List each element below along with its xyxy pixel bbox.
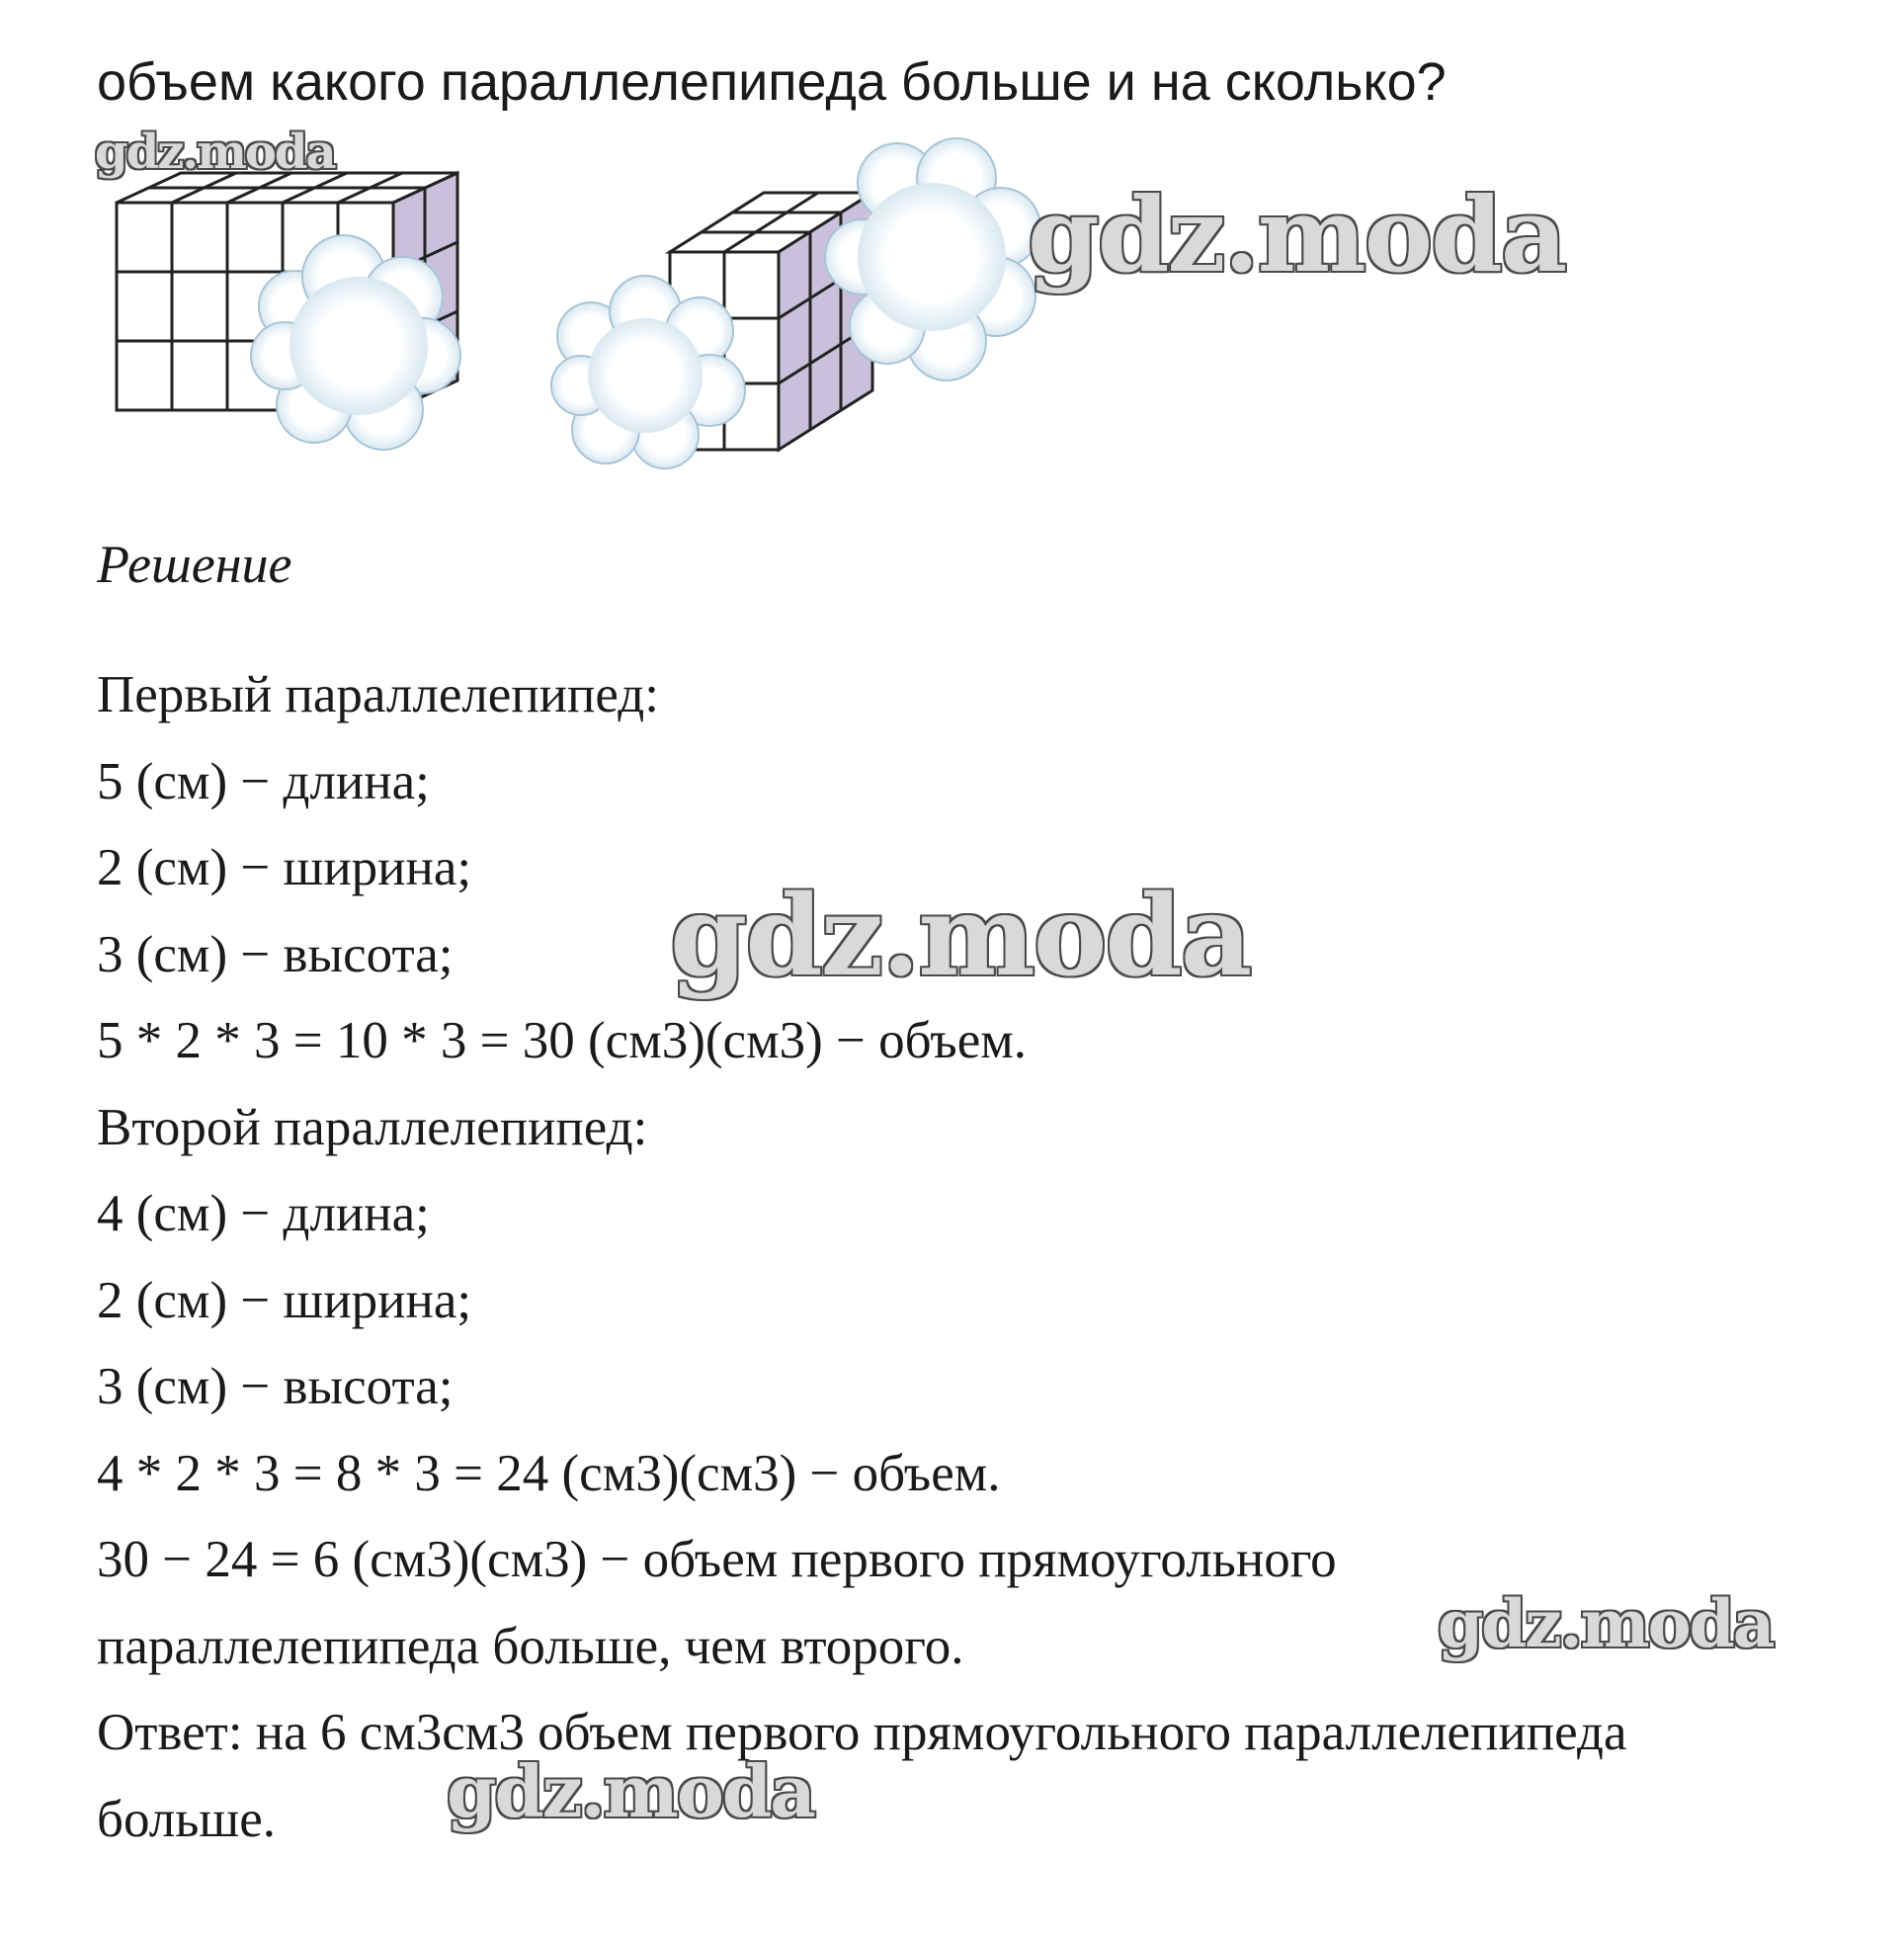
solution-heading: Решение bbox=[97, 535, 292, 594]
solution-lines bbox=[97, 652, 1626, 1863]
question-text: объем какого параллелепипеда больше и на сколько? bbox=[97, 52, 1447, 112]
solution-line: 2 (см) − ширина; bbox=[97, 839, 472, 896]
solution-line: 3 (см) − высота; bbox=[97, 925, 454, 983]
solution-line: 30 − 24 = 6 (см3)(см3) − объем первого прямоугольного bbox=[97, 1531, 1337, 1588]
solution-line: 3 (см) − высота; bbox=[97, 1358, 454, 1415]
solution-line: Ответ: на 6 см3см3 объем первого прямоугольного параллелепипеда bbox=[97, 1704, 1627, 1761]
solution-line: больше. bbox=[97, 1790, 276, 1848]
solution-line: 2 (см) − ширина; bbox=[97, 1271, 472, 1329]
watermark-logo: gdz.moda bbox=[1028, 174, 1566, 296]
solution-line: параллелепипеда больше, чем второго. bbox=[97, 1617, 964, 1675]
watermark-logo: gdz.moda bbox=[670, 872, 1251, 1001]
watermark-logo: gdz.moda bbox=[447, 1749, 814, 1833]
solution-line: 5 * 2 * 3 = 10 * 3 = 30 (см3)(см3) − объем. bbox=[97, 1012, 1028, 1069]
solution-line: Первый параллелепипед: bbox=[97, 666, 659, 723]
solution-line: 4 (см) − длина; bbox=[97, 1185, 430, 1242]
parallelepipeds-illustration bbox=[97, 128, 1045, 474]
watermark-logo: gdz.moda bbox=[95, 125, 335, 180]
solution-line: Второй параллелепипед: bbox=[97, 1098, 648, 1156]
watermark-logo: gdz.moda bbox=[1438, 1585, 1774, 1662]
solution-line: 4 * 2 * 3 = 8 * 3 = 24 (см3)(см3) − объем. bbox=[97, 1444, 1001, 1502]
cloud-shape bbox=[825, 138, 1040, 380]
solution-line: 5 (см) − длина; bbox=[97, 752, 430, 810]
